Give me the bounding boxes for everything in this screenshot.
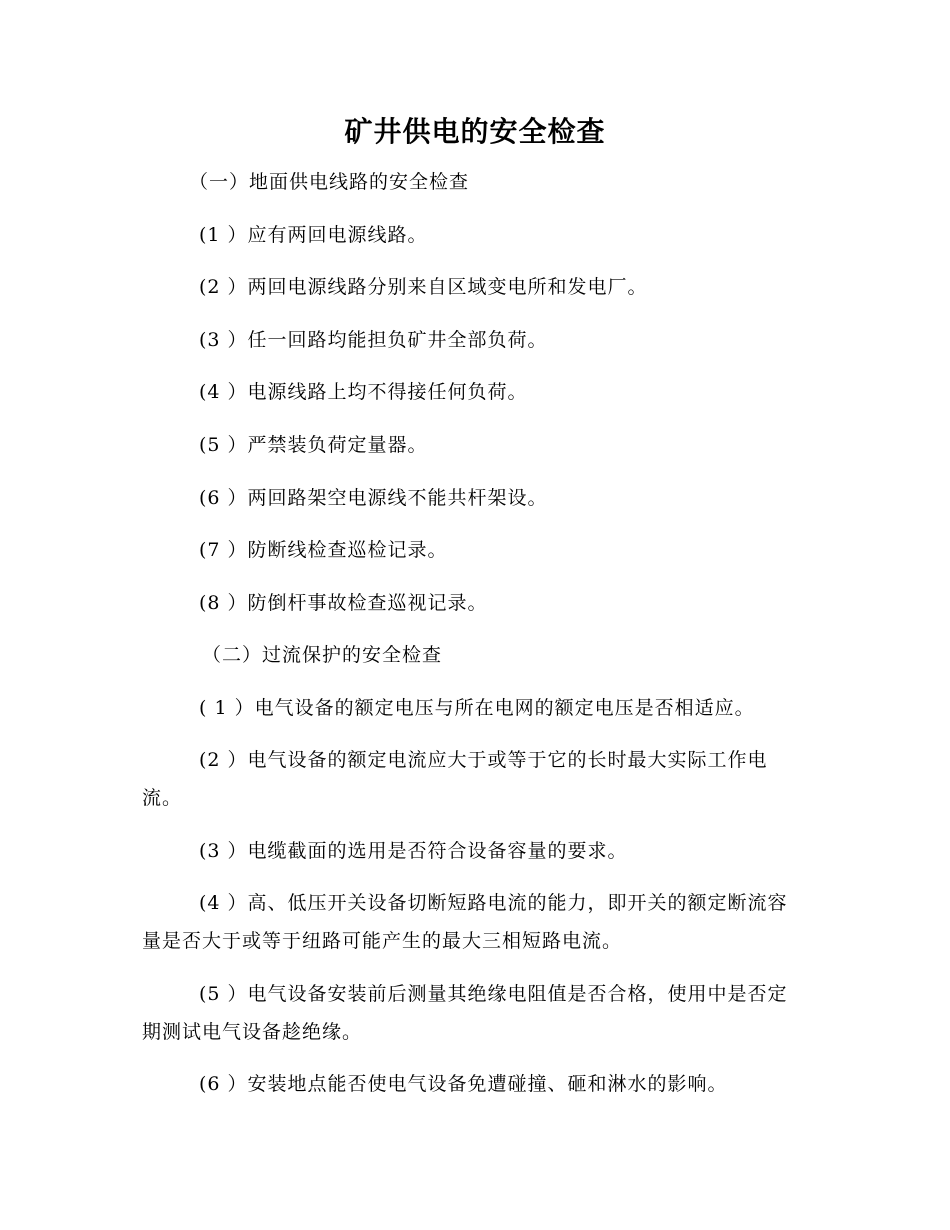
- list-item: (8 ）防倒杆事故检查巡视记录。: [199, 592, 488, 614]
- list-item: (3 ）电缆截面的选用是否符合设备容量的要求。: [199, 840, 628, 862]
- document-title: 矿井供电的安全检查: [344, 115, 606, 148]
- list-item: (1 ）应有两回电源线路。: [199, 224, 428, 246]
- list-item: ( 1 ）电气设备的额定电压与所在电网的额定电压是否相适应。: [199, 697, 755, 719]
- list-item: (6 ）安装地点能否使电气设备免遭碰撞、砸和淋水的影响。: [199, 1073, 728, 1095]
- list-item: (6 ）两回路架空电源线不能共杆架设。: [199, 487, 548, 509]
- list-item: (4 ）高、低压开关设备切断短路电流的能力，即开关的额定断流容量是否大于或等于纽路可能产生的最大三相短路电流。: [142, 892, 788, 952]
- list-item: (3 ）任一回路均能担负矿井全部负荷。: [199, 329, 548, 351]
- list-item: (2 ）电气设备的额定电流应大于或等于它的长时最大实际工作电流。: [142, 749, 768, 809]
- list-item: (4 ）电源线路上均不得接任何负荷。: [199, 381, 528, 403]
- section-heading-1: （一）地面供电线路的安全检查: [189, 171, 470, 193]
- list-item: (5 ）严禁装负荷定量器。: [199, 434, 428, 456]
- list-item: (2 ）两回电源线路分别来自区域变电所和发电厂。: [199, 276, 648, 298]
- section-heading-2: （二）过流保护的安全检查: [202, 644, 443, 666]
- list-item: (5 ）电气设备安装前后测量其绝缘电阻值是否合格，使用中是否定期测试电气设备趁绝缘。: [142, 983, 788, 1043]
- list-item: (7 ）防断线检查巡检记录。: [199, 539, 448, 561]
